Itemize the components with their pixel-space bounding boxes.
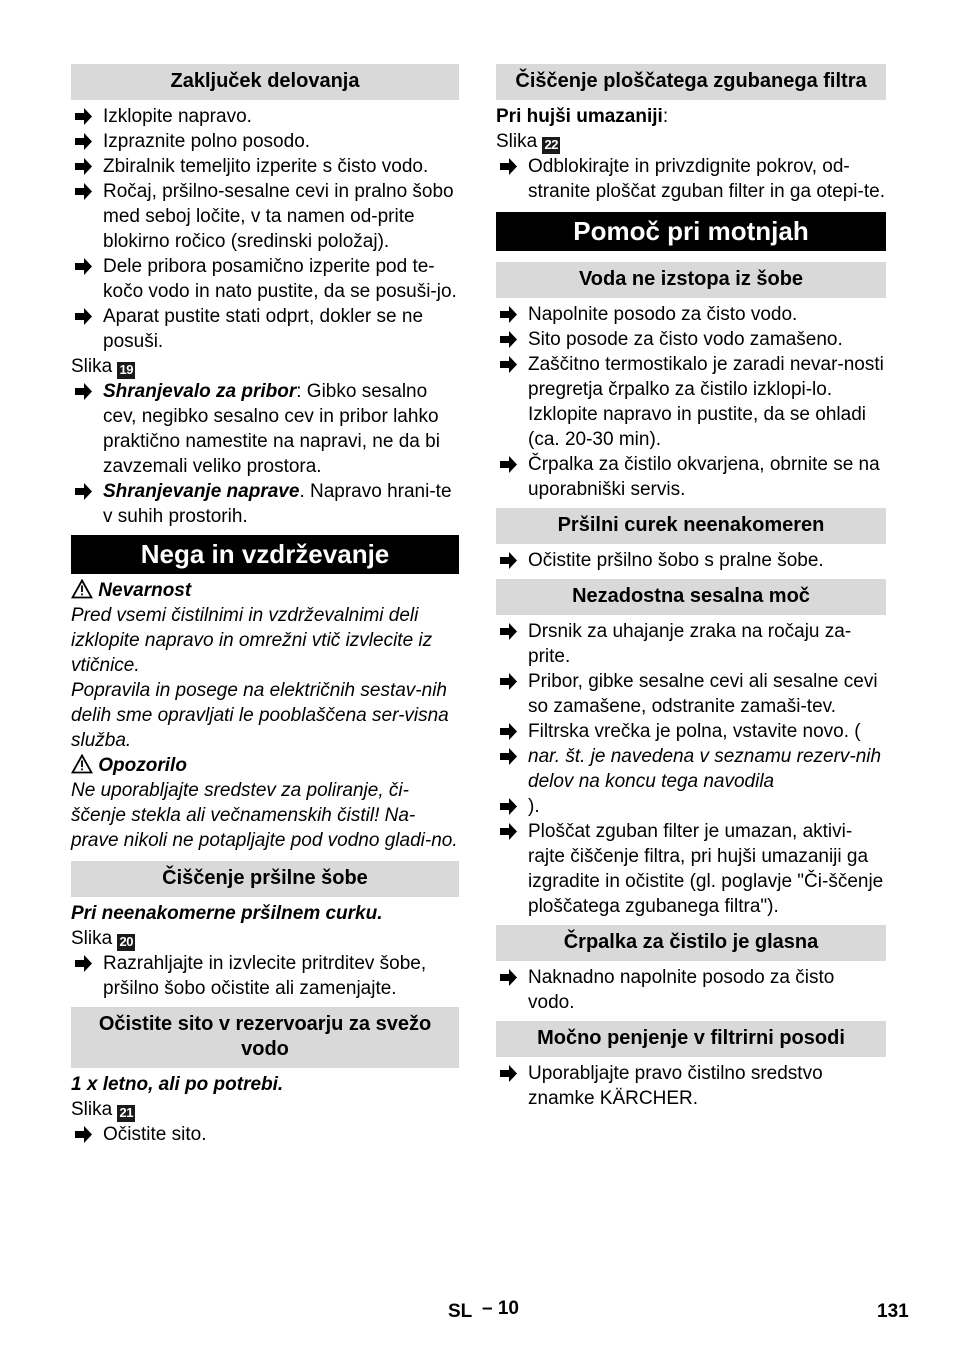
arrow-right-icon [73,179,95,204]
heading-crpalka-glasna: Črpalka za čistilo je glasna [496,925,886,961]
arrow-right-icon [73,104,95,129]
list-item: Črpalka za čistilo okvarjena, obrnite se na uporabniški servis. [496,452,886,502]
warning-triangle-icon [71,579,93,599]
list-item: Očistite sito. [71,1122,459,1147]
arrow-right-icon [73,951,95,976]
arrow-right-icon [498,744,520,769]
danger-text: Pred vsemi čistilnimi in vzdrževalnimi deli izklopite napravo in omrežni vtič izvlecite iz vtičnice. [71,605,433,676]
figure-number-badge: 19 [119,362,133,377]
warning-label-line: Opozorilo [71,753,459,778]
arrow-right-icon [498,302,520,327]
list-item: Izklopite napravo. [71,104,459,129]
list-item: Aparat pustite stati odprt, dokler se ne posuši. [71,304,459,354]
list-item: Shranjevalo za pribor: Gibko sesalno cev, negibko sesalno cev in pribor lahko praktično namestite na napravi, ne da bi zavzemali veliko prostora. [71,379,459,479]
list-item: Uporabljajte pravo čistilno sredstvo znamke KÄRCHER. [496,1061,886,1111]
list-item: Ploščat zguban filter je umazan, aktivi-rajte čiščenje filtra, pri hujši umazaniji ga izgradite in očistite (gl. poglavje "Či-ščenje ploščatega zgubanega filtra"). [496,819,886,919]
arrow-right-icon [498,669,520,694]
left-column [71,64,459,1147]
arrow-right-icon [498,154,520,179]
section-title-nega: Nega in vzdrževanje [71,535,459,574]
heading-nezadostna-sesalna-moc: Nezadostna sesalna moč [496,579,886,615]
arrow-right-icon [498,1061,520,1086]
arrow-right-icon [73,479,95,504]
footer-page-number: 131 [877,1301,909,1322]
arrow-right-icon [498,819,520,844]
arrow-right-icon [498,719,520,744]
warning-text: Ne uporabljajte sredstev za poliranje, či-ščenje stekla ali večnamenskih čistil! Na-prave nikoli ne potapljajte pod vodno gladi-no. [71,780,458,851]
list-item: Dele pribora posamično izperite pod te-kočo vodo in nato pustite, da se posuši-jo. [71,254,459,304]
list-item: Napolnite posodo za čisto vodo. [496,302,886,327]
arrow-right-icon [498,548,520,573]
note-text: 1 x letno, ali po potrebi. [71,1074,284,1095]
list-item: Izpraznite polno posodo. [71,129,459,154]
arrow-right-icon [498,452,520,477]
arrow-right-icon [498,327,520,352]
list-item: nar. št. je navedena v seznamu rezerv-nih delov na koncu tega navodila [496,744,886,794]
figure-reference: Slika 20 [71,928,133,949]
arrow-right-icon [73,304,95,329]
danger-label-line: Nevarnost [71,578,459,603]
heading-mocno-penjenje: Močno penjenje v filtrirni posodi [496,1021,886,1057]
figure-reference: Slika 19 [71,356,133,377]
heading-zakljucek-delovanja: Zaključek delovanja [71,64,459,100]
heading-prsilni-curek: Pršilni curek neenakomeren [496,508,886,544]
figure-reference: Slika 21 [71,1099,133,1120]
figure-number-badge: 22 [544,137,558,152]
figure-number-badge: 21 [119,1105,133,1120]
arrow-right-icon [498,794,520,819]
list-item: Pribor, gibke sesalne cevi ali sesalne cevi so zamašene, odstranite zamaši-tev. [496,669,886,719]
footer-local-page: – 10 [482,1298,519,1319]
list-item: Zaščitno termostikalo je zaradi nevar-nosti pregretja črpalko za čistilo izklopi-lo. Izklopite napravo in pustite, da se ohladi (ca. 20-30 min). [496,352,886,452]
list-item: Razrahljajte in izvlecite pritrditev šobe, pršilno šobo očistite ali zamenjajte. [71,951,459,1001]
footer-language: SL [448,1301,473,1322]
list-item: Sito posode za čisto vodo zamašeno. [496,327,886,352]
heading-ciscenje-filtra: Čiščenje ploščatega zgubanega filtra [496,64,886,100]
list-item: Očistite pršilno šobo s pralne šobe. [496,548,886,573]
arrow-right-icon [73,129,95,154]
list-item: ). [496,794,886,819]
note-text: Pri neenakomerne pršilnem curku. [71,903,383,924]
list-item: Odblokirajte in privzdignite pokrov, od-stranite ploščat zguban filter in ga otepi-te. [496,154,886,204]
arrow-right-icon [73,154,95,179]
warning-triangle-icon [71,754,93,774]
arrow-right-icon [498,965,520,990]
heading-voda-ne-izstopa: Voda ne izstopa iz šobe [496,262,886,298]
danger-text: Popravila in posege na električnih sestav-nih delih sme opravljati le pooblaščena ser-visna služba. [71,680,449,751]
heading-ciscenje-prsilne-sobe: Čiščenje pršilne šobe [71,861,459,897]
section-title-pomoc: Pomoč pri motnjah [496,212,886,251]
figure-number-badge: 20 [119,934,133,949]
list-item: Ročaj, pršilno-sesalne cevi in pralno šobo med seboj ločite, v ta namen od-prite blokirno ročico (sredinski položaj). [71,179,459,254]
list-item: Filtrska vrečka je polna, vstavite novo. ( [496,719,886,744]
right-column [496,64,886,1111]
arrow-right-icon [73,1122,95,1147]
list-item: Drsnik za uhajanje zraka na ročaju za-prite. [496,619,886,669]
arrow-right-icon [498,619,520,644]
heading-ocistite-sito: Očistite sito v rezervoarju za svežo vodo [71,1007,459,1068]
arrow-right-icon [498,352,520,377]
arrow-right-icon [73,254,95,279]
note-text: Pri hujši umazaniji: [496,106,669,127]
list-item: Zbiralnik temeljito izperite s čisto vodo. [71,154,459,179]
list-item: Shranjevanje naprave. Napravo hrani-te v suhih prostorih. [71,479,459,529]
list-item: Naknadno napolnite posodo za čisto vodo. [496,965,886,1015]
arrow-right-icon [73,379,95,404]
figure-reference: Slika 22 [496,131,558,152]
